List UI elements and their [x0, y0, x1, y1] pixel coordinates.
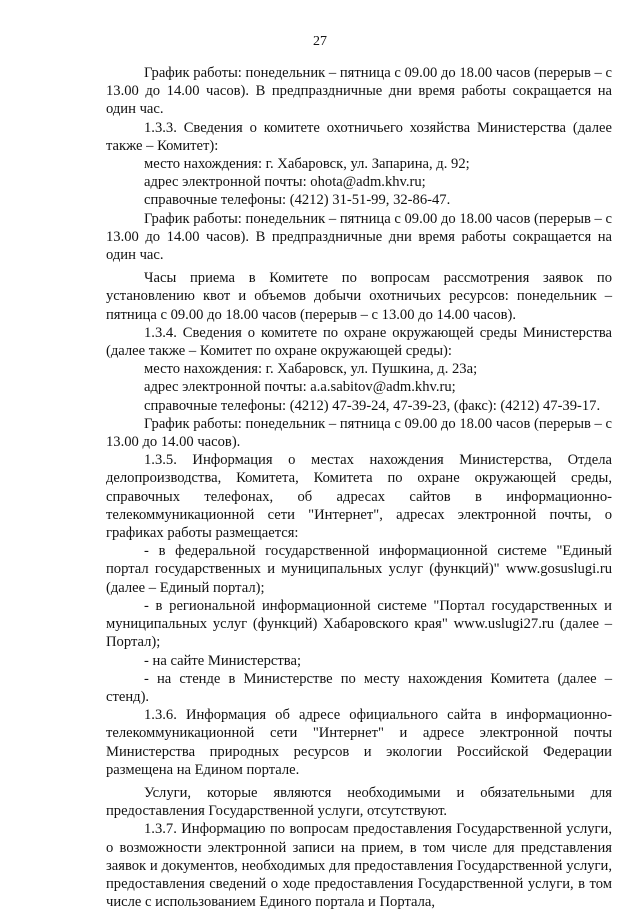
document-body — [106, 64, 612, 911]
paragraph: График работы: понедельник – пятница с 09.00 до 18.00 часов (перерыв – с 13.00 до 14.00 часов). В предпраздничные дни время работы сокращается на один час. — [106, 210, 612, 264]
paragraph: - в региональной информационной системе "Портал государственных и муниципальных услуг (функций) Хабаровского края" www.uslugi27.ru (далее – Портал); — [106, 597, 612, 651]
paragraph: 1.3.3. Сведения о комитете охотничьего хозяйства Министерства (далее также – Комитет): — [106, 119, 612, 154]
paragraph: - на стенде в Министерстве по месту нахождения Комитета (далее – стенд). — [106, 670, 612, 705]
paragraph: справочные телефоны: (4212) 31-51-99, 32-86-47. — [144, 192, 451, 209]
paragraph: 1.3.7. Информацию по вопросам предоставления Государственной услуги, о возможности электронной записи на прием, в том числе для представления заявок и документов, необходимых для предоставления Государственной услуги, предоставления сведений о ходе предоставления Государственной услуги, в том числе с использованием Единого портала и Портала, — [106, 821, 612, 911]
paragraph: График работы: понедельник – пятница с 09.00 до 18.00 часов (перерыв – с 13.00 до 14.00 часов). — [106, 415, 612, 451]
paragraph: место нахождения: г. Хабаровск, ул. Пушкина, д. 23а; — [144, 361, 478, 378]
page-number: 27 — [313, 34, 327, 49]
paragraph: - в федеральной государственной информационной системе "Единый портал государственных и муниципальных услуг (функций)" www.gosuslugi.ru (далее – Единый портал); — [106, 543, 612, 596]
paragraph: справочные телефоны: (4212) 47-39-24, 47-39-23, (факс): (4212) 47-39-17. — [144, 397, 601, 414]
paragraph: - на сайте Министерства; — [144, 652, 302, 669]
paragraph: 1.3.6. Информация об адресе официального сайта в информационно-телекоммуникационной сети "Интернет" и адресе электронной почты Министерства природных ресурсов и экологии Российской Федерации размещена на Едином портале. — [106, 707, 612, 778]
paragraph: Услуги, которые являются необходимыми и обязательными для предоставления Государственной услуги, отсутствуют. — [106, 784, 612, 820]
paragraph: 1.3.5. Информация о местах нахождения Министерства, Отдела делопроизводства, Комитета, Комитета по охране окружающей среды, справочных телефонах, об адресах сайтов в информационно-телекоммуникационной сети "Интернет", адресах электронной почты, о графиках работы размещается: — [106, 452, 612, 542]
paragraph: адрес электронной почты: a.a.sabitov@adm.khv.ru; — [144, 379, 456, 396]
paragraph: График работы: понедельник – пятница с 09.00 до 18.00 часов (перерыв – с 13.00 до 14.00 часов). В предпраздничные дни время работы сокращается на один час. — [106, 65, 612, 118]
paragraph: адрес электронной почты: ohota@adm.khv.ru; — [144, 174, 426, 191]
paragraph: Часы приема в Комитете по вопросам рассмотрения заявок по установлению квот и объемов добычи охотничьих ресурсов: понедельник – пятница с 09.00 до 18.00 часов (перерыв – с 13.00 до 14.00 часов). — [106, 270, 612, 323]
paragraph: 1.3.4. Сведения о комитете по охране окружающей среды Министерства (далее также – Комитет по охране окружающей среды): — [106, 324, 612, 360]
paragraph: место нахождения: г. Хабаровск, ул. Запарина, д. 92; — [144, 156, 470, 173]
